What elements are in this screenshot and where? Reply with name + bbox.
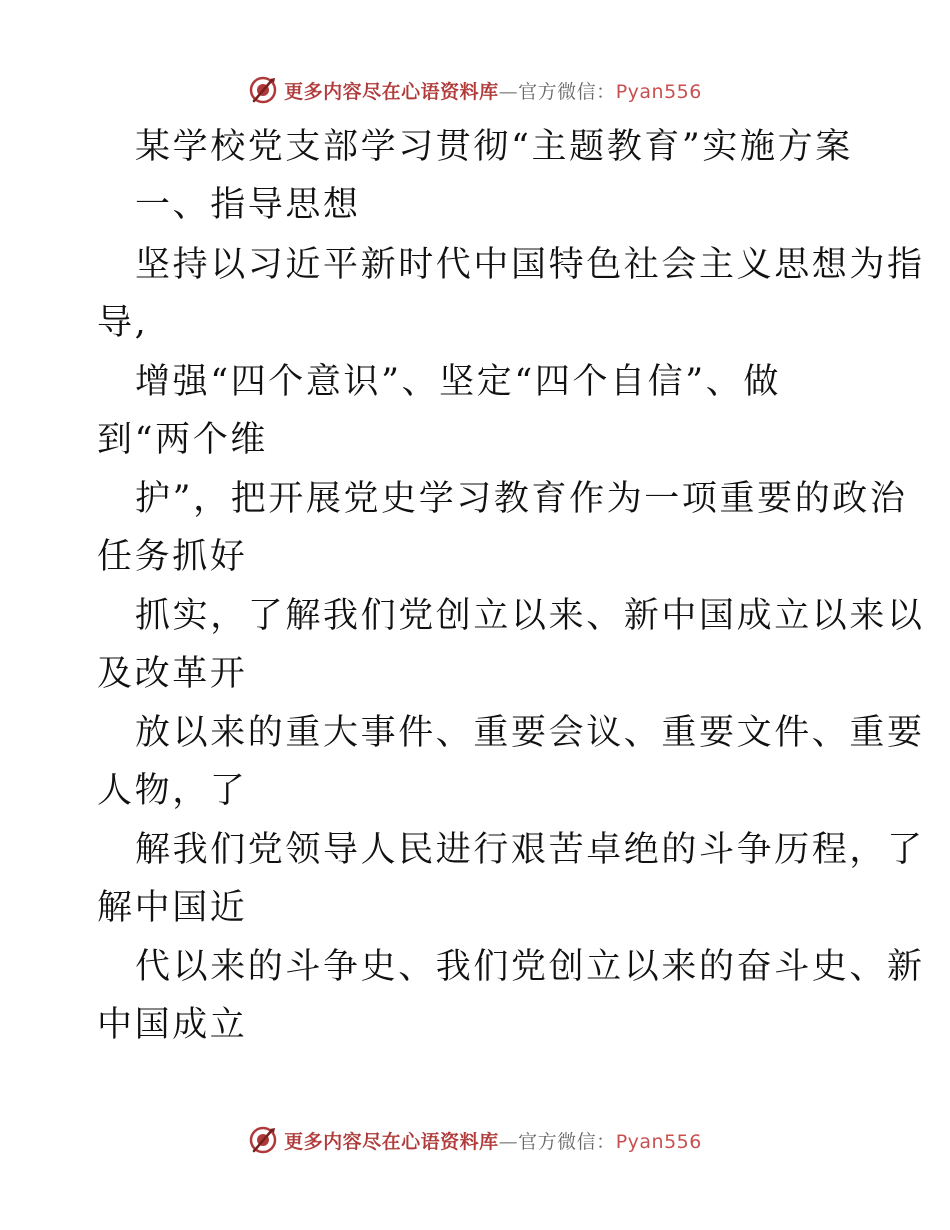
body-line: 放以来的重大事件、重要会议、重要文件、重要 — [135, 713, 925, 753]
banner-wechat-label: 官方微信： — [518, 1130, 616, 1153]
banner-wechat-label: 官方微信： — [518, 80, 616, 103]
banner-separator: — — [498, 1130, 519, 1153]
body-line: 任务抓好 — [97, 537, 248, 577]
body-line: 增强“四个意识”、坚定“四个自信”、做 — [135, 362, 781, 402]
banner-site-name: 更多内容尽在心语资料库 — [284, 1130, 499, 1153]
body-line: 到“两个维 — [97, 420, 268, 460]
body-line: 中国成立 — [97, 1005, 248, 1045]
body-line: 导, — [97, 303, 149, 343]
banner-wechat-id: Pyan556 — [615, 1130, 702, 1153]
pen-circle-logo-icon — [248, 75, 278, 105]
body-line: 解我们党领导人民进行艰苦卓绝的斗争历程，了 — [135, 830, 925, 870]
footer-banner — [0, 1120, 950, 1160]
pen-circle-logo-icon — [248, 1125, 278, 1155]
body-line: 护”，把开展党史学习教育作为一项重要的政治 — [135, 479, 908, 519]
body-line: 人物，了 — [97, 771, 248, 811]
body-line: 解中国近 — [97, 888, 248, 928]
body-line: 抓实，了解我们党创立以来、新中国成立以来以 — [135, 596, 925, 636]
banner-text — [284, 1127, 702, 1154]
banner-text — [284, 77, 702, 104]
document-title: 某学校党支部学习贯彻“主题教育”实施方案 — [135, 127, 853, 167]
body-line: 代以来的斗争史、我们党创立以来的奋斗史、新 — [135, 947, 925, 987]
banner-wechat-id: Pyan556 — [615, 80, 702, 103]
banner-site-name: 更多内容尽在心语资料库 — [284, 80, 499, 103]
section-heading: 一、指导思想 — [135, 185, 361, 225]
body-line: 坚持以习近平新时代中国特色社会主义思想为指 — [135, 245, 925, 285]
header-banner — [0, 70, 950, 110]
banner-separator: — — [498, 80, 519, 103]
body-line: 及改革开 — [97, 654, 248, 694]
